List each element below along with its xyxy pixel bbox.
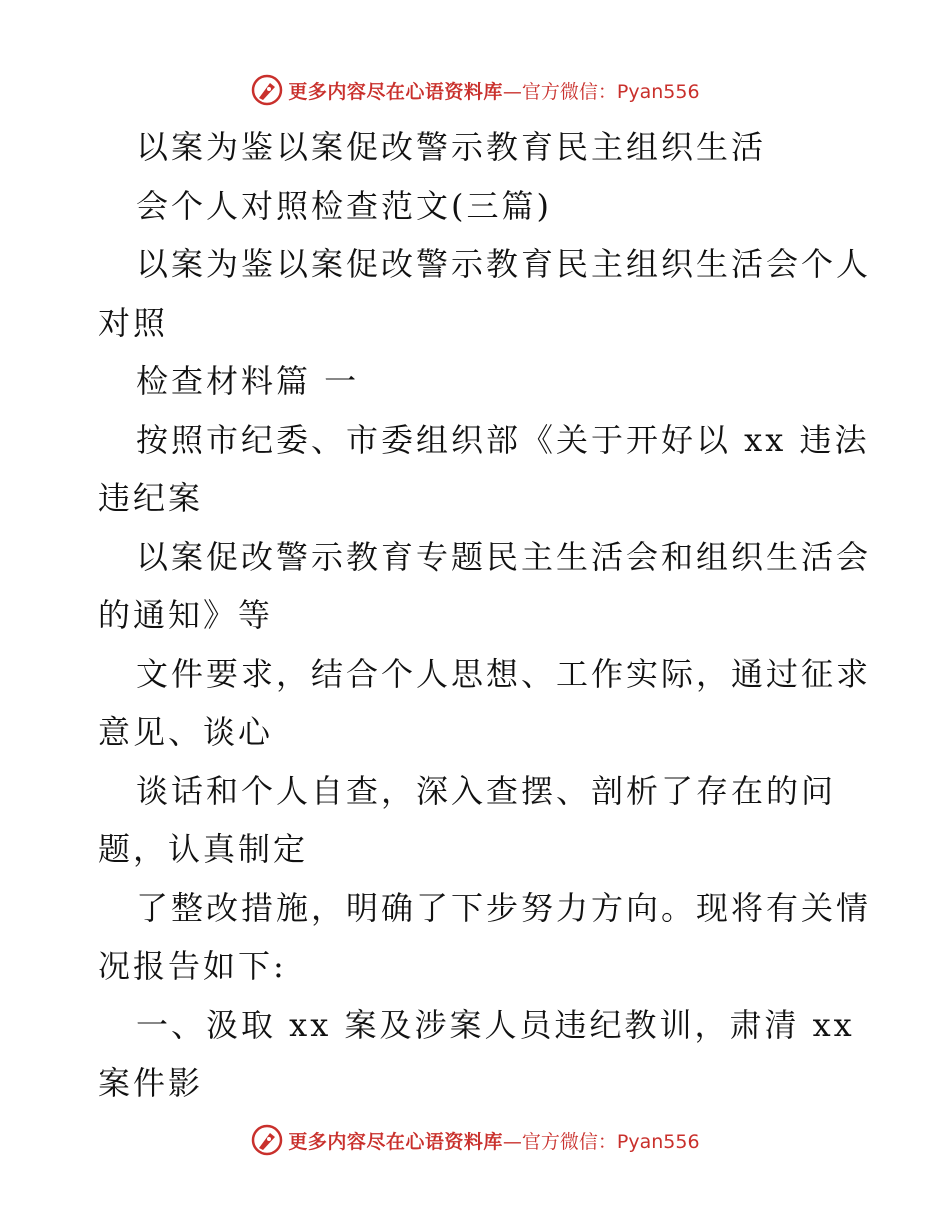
watermark-contact: —官方微信：Pyan556 (502, 1130, 700, 1153)
header-watermark (0, 72, 950, 108)
footer-watermark (0, 1122, 950, 1158)
doc-line: 违纪案 (98, 479, 204, 517)
doc-line: 案件影 (98, 1064, 204, 1102)
pen-nib-icon (250, 73, 284, 107)
watermark-title: 更多内容尽在心语资料库 (288, 80, 503, 103)
doc-line: 意见、谈心 (98, 713, 274, 751)
doc-line: 题，认真制定 (98, 830, 309, 868)
doc-line: 以案为鉴以案促改警示教育民主组织生活会个人 (136, 245, 872, 283)
doc-line: 谈话和个人自查，深入查摆、剖析了存在的问 (136, 771, 837, 810)
doc-line: 对照 (98, 303, 169, 342)
doc-line: 按照市纪委、市委组织部《关于开好以 xx 违法 (136, 420, 870, 459)
doc-line: 的通知》等 (98, 596, 274, 634)
doc-line: 以案为鉴以案促改警示教育民主组织生活 (136, 128, 767, 166)
doc-line: 了整改措施，明确了下步努力方向。现将有关情 (136, 888, 872, 927)
doc-line: 文件要求，结合个人思想、工作实际，通过征求 (136, 654, 872, 693)
doc-line: 以案促改警示教育专题民主生活会和组织生活会 (136, 537, 872, 576)
watermark-contact: —官方微信：Pyan556 (502, 80, 700, 103)
doc-line: 会个人对照检查范文(三篇) (136, 186, 552, 225)
pen-nib-icon (250, 1123, 284, 1157)
doc-line: 况报告如下: (98, 947, 287, 985)
document-body (98, 118, 872, 1113)
doc-line: 检查材料篇 一 (136, 362, 360, 400)
doc-line: 一、汲取 xx 案及涉案人员违纪教训，肃清 xx (136, 1005, 855, 1044)
watermark-title: 更多内容尽在心语资料库 (288, 1130, 503, 1153)
